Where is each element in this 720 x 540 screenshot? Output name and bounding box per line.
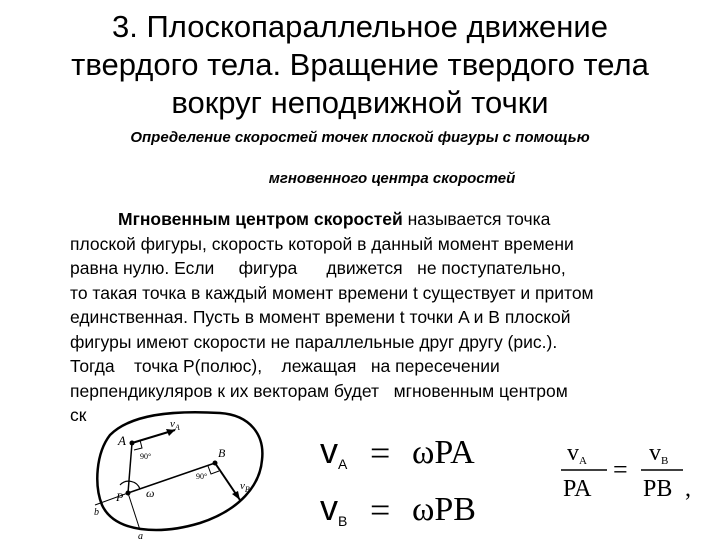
- body-paragraph: [70, 207, 690, 428]
- body-line-1-rest: называется точка: [402, 209, 551, 229]
- velocity-figure: [90, 405, 290, 540]
- body-line: фигуры имеют скорости не параллельные друг другу (рис.).: [70, 331, 558, 352]
- subtitle-line-2: мгновенного центра скоростей: [268, 170, 516, 187]
- body-line: ск: [70, 405, 87, 425]
- body-line: то такая точка в каждый момент времени t существует и притом: [70, 282, 594, 303]
- slide-title: [20, 8, 700, 122]
- ratio-formula: [555, 430, 705, 520]
- label-vb: $v_B$: [240, 480, 250, 494]
- formula-block: [310, 425, 510, 535]
- figure-contour: [97, 412, 262, 530]
- line-a-extension: [128, 493, 140, 530]
- line-pa: [128, 443, 132, 493]
- title-line-3: вокруг неподвижной точки: [171, 85, 549, 120]
- point-b: [213, 461, 218, 466]
- body-term: Мгновенным центром скоростей: [118, 209, 403, 229]
- label-small-b: b: [94, 507, 99, 518]
- label-angle-b: 90°: [196, 472, 208, 481]
- ratio-num-right: vB: [649, 440, 669, 467]
- ratio-den-left: PA: [563, 476, 592, 502]
- ratio-equals: =: [613, 455, 628, 484]
- body-line: перпендикуляров к их векторам будет мгновенным центром: [70, 380, 568, 401]
- body-line: Тогда точка P(полюс), лежащая на пересечении: [70, 356, 500, 376]
- label-angle-a: 90°: [140, 452, 152, 461]
- body-line: плоской фигуры, скорость которой в данный момент времени: [70, 233, 574, 254]
- formula-va-rhs: ωPA: [412, 434, 475, 471]
- formula-vb-rhs: ωPB: [412, 491, 476, 528]
- formula-vb: vB: [320, 487, 348, 529]
- label-omega: ω: [146, 486, 155, 500]
- formula-vb-equals: =: [370, 490, 391, 530]
- label-b: B: [218, 446, 226, 460]
- formula-va-equals: =: [370, 433, 391, 473]
- point-p: [126, 491, 131, 496]
- formula-va: vA: [320, 430, 348, 472]
- label-small-a: a: [138, 531, 143, 540]
- body-line-1: [70, 207, 690, 232]
- label-p: P: [116, 490, 124, 504]
- omega-arc: [120, 481, 140, 489]
- ratio-comma: ,: [685, 476, 691, 502]
- body-line: равна нулю. Если фигура движется не поступательно,: [70, 258, 566, 278]
- subtitle-line-1: Определение скоростей точек плоской фигуры с помощью: [130, 129, 590, 146]
- ratio-num-left: vA: [567, 440, 587, 467]
- label-va: $v_A$: [170, 418, 180, 432]
- vector-vb-arrowhead: [232, 491, 240, 500]
- title-line-2: твердого тела. Вращение твердого тела: [71, 47, 649, 82]
- title-line-1: 3. Плоскопараллельное движение: [112, 9, 608, 44]
- label-a: A: [118, 433, 126, 448]
- body-line: единственная. Пусть в момент времени t точки A и B плоской: [70, 307, 571, 327]
- ratio-den-right: PB: [643, 476, 673, 502]
- point-a: [130, 441, 135, 446]
